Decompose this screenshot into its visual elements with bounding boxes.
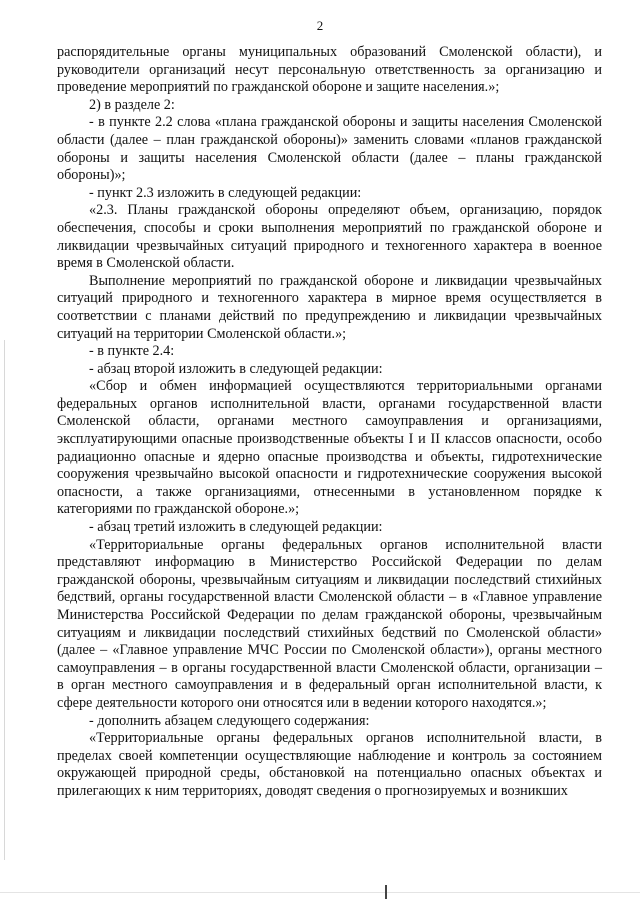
- paragraph-item-2-3-text: «2.3. Планы гражданской обороны определяют объем, организацию, порядок обеспечения, способы и сроки выполнения мероприятий по гражданской обороне и ликвидации чрезвычайных ситуаций природного и техногенного характера в военное время в Смоленской области.: [57, 202, 602, 272]
- paragraph-section-2-heading: 2) в разделе 2:: [89, 96, 175, 113]
- paragraph-item-2-3-peacetime: Выполнение мероприятий по гражданской обороне и ликвидации чрезвычайных ситуаций природного и техногенного характера в мирное время осуществляется в соответствии с планами действий по предупреждению и ликвидации чрезвычайных ситуаций на территории Смоленской области.»;: [57, 272, 602, 342]
- paragraph-item-2-4-intro: - в пункте 2.4:: [89, 343, 175, 360]
- paragraph-abzac-3-text: «Территориальные органы федеральных органов исполнительной власти представляют информацию в Министерство Российской Федерации по делам гражданской обороны, чрезвычайным ситуациям и ликвидации последствий стихийных бедствий, органы государственной власти Смоленской области – в «Главное управление Министерства Российской Федерации по делам гражданской обороны, чрезвычайным ситуациям и ликвидации последствий стихийных бедствий по Смоленской области» (далее – «Главное управление МЧС России по Смоленской области»), органы местного самоуправления – в органы государственной власти Смоленской области, организации – в орган местного самоуправления и в федеральный орган исполнительной власти, к сфере деятельности которого они относятся или в ведении которого находятся.»;: [57, 536, 602, 711]
- scan-edge-left: [4, 340, 5, 860]
- page-number: 2: [316, 18, 324, 33]
- document-body: [57, 44, 602, 801]
- scan-mark: [385, 885, 387, 899]
- paragraph-abzac-2-intro: - абзац второй изложить в следующей редакции:: [89, 360, 383, 377]
- paragraph-addition-text: «Территориальные органы федеральных органов исполнительной власти, в пределах своей компетенции осуществляющие наблюдение и контроль за состоянием окружающей природной среды, обстановкой на потенциально опасных объектах и прилегающих к ним территориях, доводят сведения о прогнозируемых и возникших: [57, 730, 602, 799]
- paragraph-continuation: распорядительные органы муниципальных образований Смоленской области), и руководители организаций несут персональную ответственность за организацию и проведение мероприятий по гражданской обороне и защите населения.»;: [57, 44, 602, 96]
- paragraph-item-2-2: - в пункте 2.2 слова «плана гражданской обороны и защиты населения Смоленской области (далее – план гражданской обороны)» заменить словами «планов гражданской обороны и защиты населения Смоленской области (далее – планы гражданской обороны)»;: [57, 114, 602, 184]
- paragraph-addition-intro: - дополнить абзацем следующего содержания:: [89, 712, 370, 729]
- paragraph-item-2-3-intro: - пункт 2.3 изложить в следующей редакции:: [89, 184, 362, 201]
- paragraph-abzac-3-intro: - абзац третий изложить в следующей редакции:: [89, 519, 383, 536]
- scan-edge-bottom: [0, 892, 640, 893]
- paragraph-abzac-2-text: «Сбор и обмен информацией осуществляются территориальными органами федеральных органов исполнительной власти, органами государственной власти Смоленской области, органами местного самоуправления и организациями, эксплуатирующими опасные производственные объекты I и II классов опасности, особо радиационно опасные и ядерно опасные производства и объекты, гидротехнические сооружения чрезвычайно высокой опасности и гидротехнические сооружения высокой опасности, а также организациями, отнесенными в установленном порядке к категориями по гражданской обороне.»;: [57, 378, 602, 518]
